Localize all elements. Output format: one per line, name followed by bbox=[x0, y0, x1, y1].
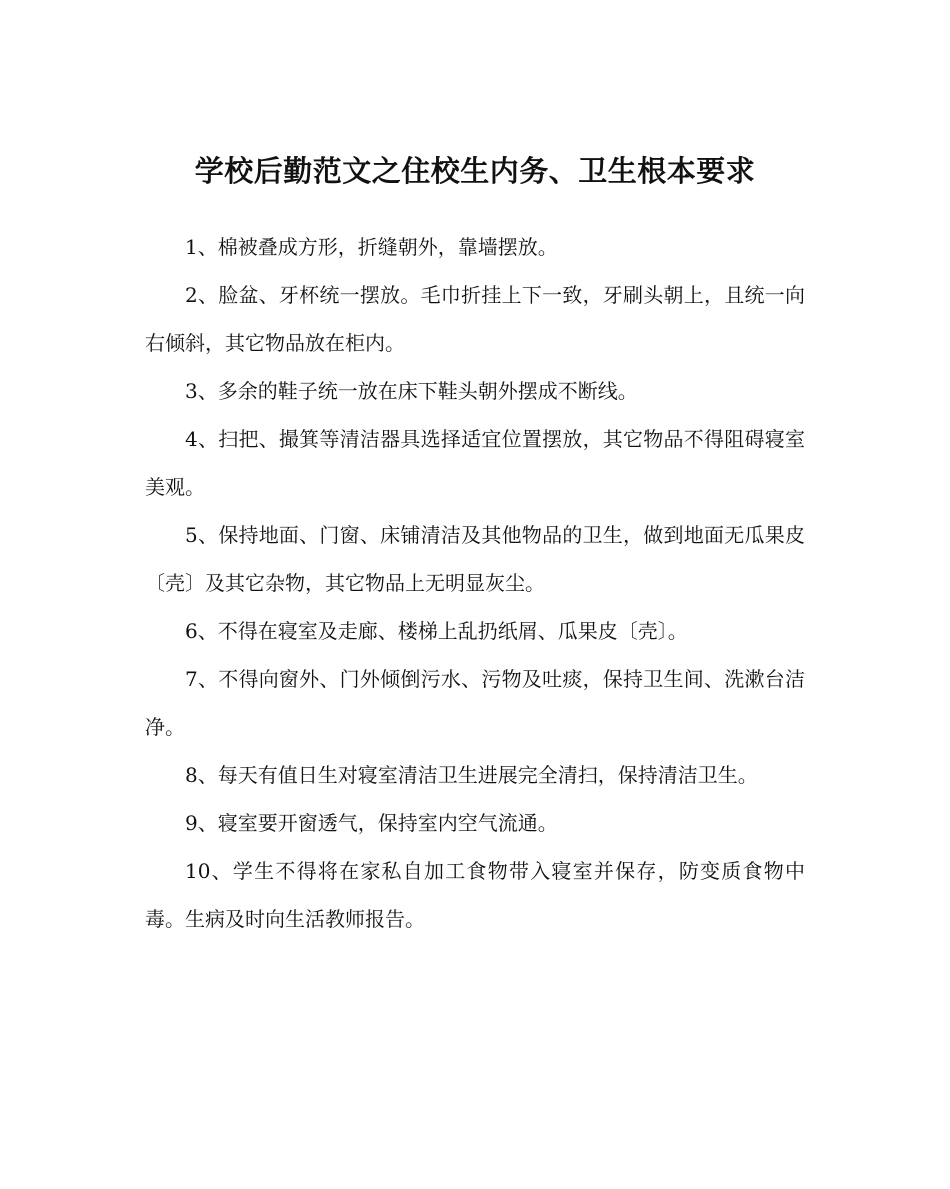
paragraph-2: 2、脸盆、牙杯统一摆放。毛巾折挂上下一致，牙刷头朝上，且统一向右倾斜，其它物品放在柜内。 bbox=[145, 283, 805, 355]
paragraph-3: 3、多余的鞋子统一放在床下鞋头朝外摆成不断线。 bbox=[185, 379, 638, 403]
paragraph-8: 8、每天有值日生对寝室清洁卫生进展完全清扫，保持清洁卫生。 bbox=[185, 763, 758, 787]
paragraph-5: 5、保持地面、门窗、床铺清洁及其他物品的卫生，做到地面无瓜果皮〔壳〕及其它杂物，其它物品上无明显灰尘。 bbox=[145, 523, 805, 595]
paragraph-7: 7、不得向窗外、门外倾倒污水、污物及吐痰，保持卫生间、洗漱台洁净。 bbox=[145, 667, 805, 739]
paragraph-6: 6、不得在寝室及走廊、楼梯上乱扔纸屑、瓜果皮〔壳〕。 bbox=[185, 619, 688, 643]
paragraph-1: 1、棉被叠成方形，折缝朝外，靠墙摆放。 bbox=[185, 235, 558, 259]
paragraph-10: 10、学生不得将在家私自加工食物带入寝室并保存，防变质食物中毒。生病及时向生活教师报告。 bbox=[145, 859, 805, 931]
paragraph-9: 9、寝室要开窗透气，保持室内空气流通。 bbox=[185, 811, 558, 835]
paragraph-4: 4、扫把、撮箕等清洁器具选择适宜位置摆放，其它物品不得阻碍寝室美观。 bbox=[145, 427, 805, 499]
document-title: 学校后勤范文之住校生内务、卫生根本要求 bbox=[194, 154, 756, 189]
document-body bbox=[145, 223, 805, 943]
